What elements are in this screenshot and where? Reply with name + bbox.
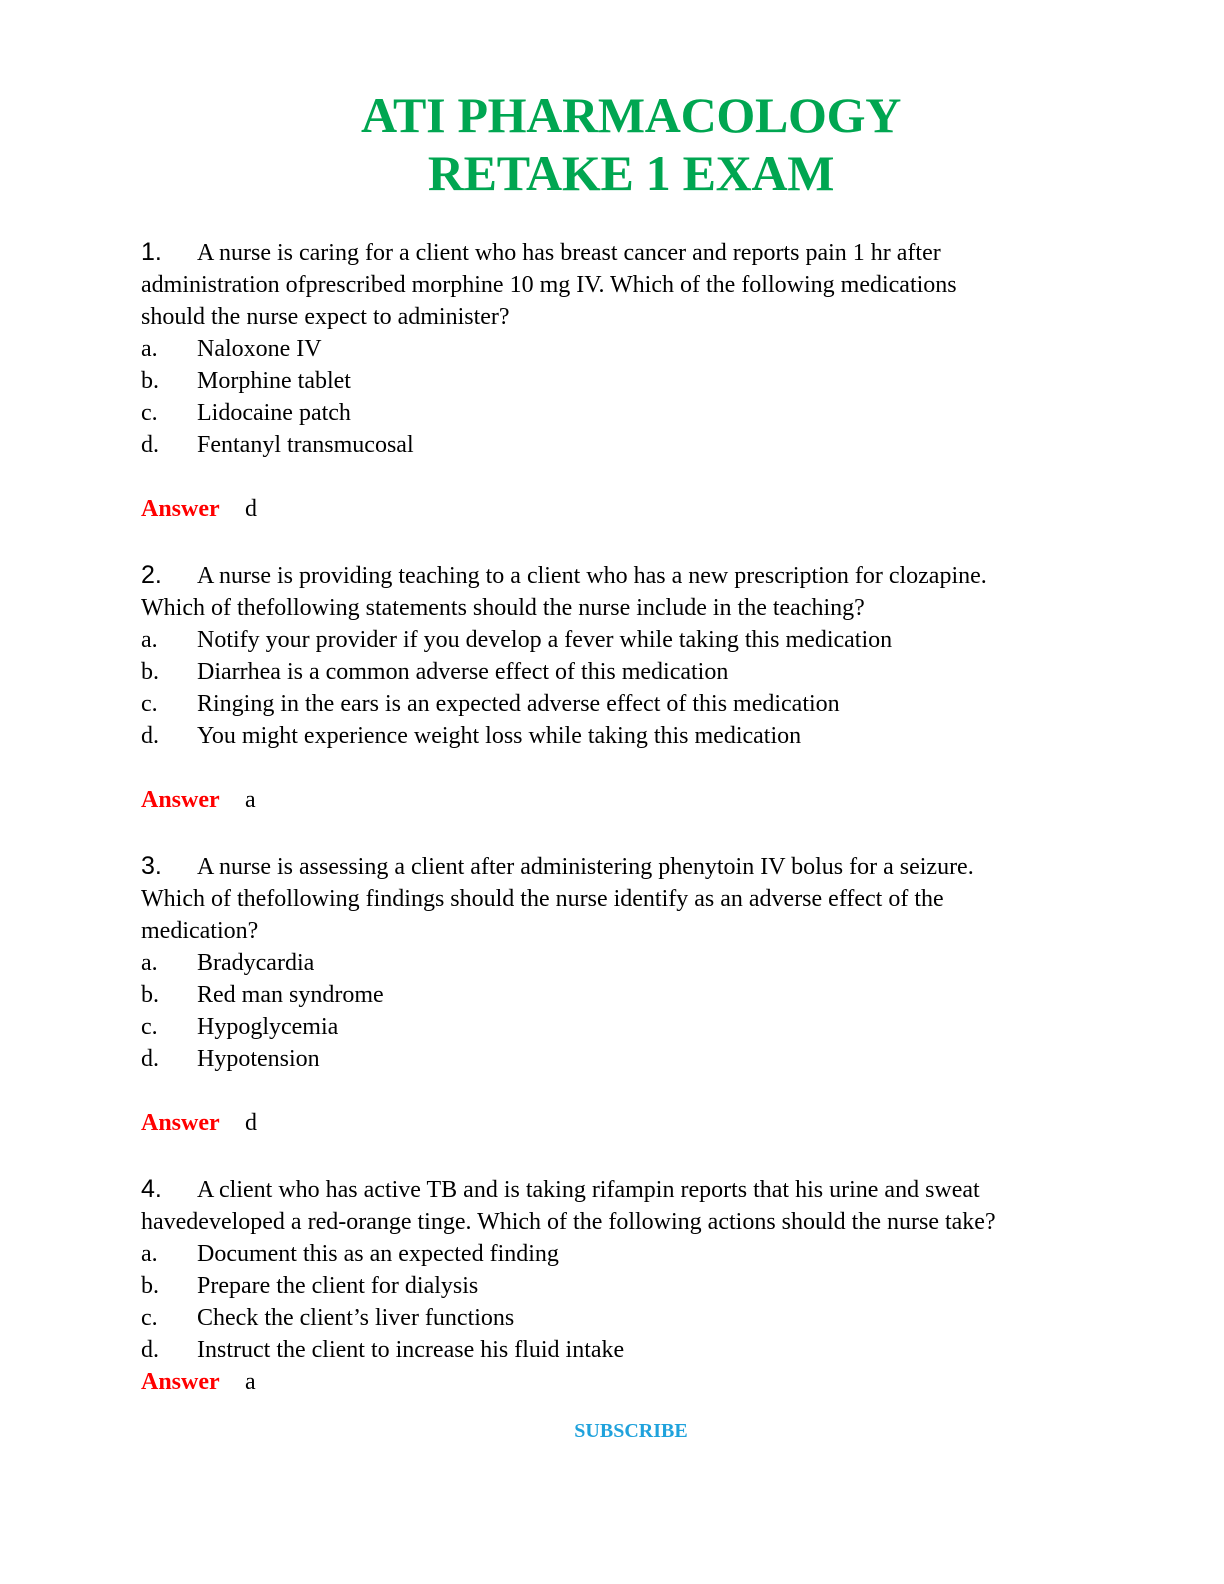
answer-row <box>141 1107 1141 1139</box>
question-text-line: A client who has active TB and is taking rifampin reports that his urine and sweat <box>197 1177 980 1203</box>
option-a <box>141 947 1141 979</box>
option-text: Instruct the client to increase his fluid intake <box>197 1337 625 1363</box>
option-text: Check the client’s liver functions <box>197 1305 515 1331</box>
option-d <box>141 720 1141 752</box>
option-letter: d. <box>141 432 159 458</box>
option-a <box>141 1238 1141 1270</box>
exam-title <box>0 86 1224 202</box>
option-letter: c. <box>141 1305 158 1331</box>
option-text: Lidocaine patch <box>197 400 351 426</box>
answer-label: Answer <box>141 1369 220 1395</box>
question-stem <box>141 1173 1141 1238</box>
question-2 <box>141 559 1141 816</box>
option-b <box>141 365 1141 397</box>
option-text: Red man syndrome <box>197 982 384 1008</box>
question-number: 4. <box>141 1175 162 1203</box>
question-number: 1. <box>141 238 162 266</box>
option-text: Bradycardia <box>197 950 315 976</box>
option-a <box>141 333 1141 365</box>
question-text-line: should the nurse expect to administer? <box>141 304 510 330</box>
option-letter: c. <box>141 1014 158 1040</box>
question-stem <box>141 850 1141 947</box>
answer-value: a <box>245 1369 256 1395</box>
answer-value: d <box>245 1110 257 1136</box>
option-text: Hypotension <box>197 1046 320 1072</box>
option-d <box>141 1334 1141 1366</box>
option-text: Document this as an expected finding <box>197 1241 559 1267</box>
question-3 <box>141 850 1141 1139</box>
subscribe-link[interactable]: SUBSCRIBE <box>574 1420 688 1442</box>
question-1 <box>141 236 1141 525</box>
question-4 <box>141 1173 1141 1398</box>
option-a <box>141 624 1141 656</box>
option-b <box>141 1270 1141 1302</box>
question-number: 3. <box>141 852 162 880</box>
option-letter: a. <box>141 336 158 362</box>
answer-label: Answer <box>141 787 220 813</box>
option-text: Morphine tablet <box>197 368 351 394</box>
option-c <box>141 688 1141 720</box>
answer-label: Answer <box>141 1110 220 1136</box>
exam-title-line-1: ATI PHARMACOLOGY <box>360 87 902 143</box>
answer-label: Answer <box>141 496 220 522</box>
option-c <box>141 1302 1141 1334</box>
exam-title-line-2: RETAKE 1 EXAM <box>427 145 835 201</box>
question-list <box>141 236 1141 1432</box>
option-letter: d. <box>141 1046 159 1072</box>
option-letter: b. <box>141 982 159 1008</box>
option-text: You might experience weight loss while taking this medication <box>197 723 802 749</box>
option-letter: a. <box>141 1241 158 1267</box>
option-letter: a. <box>141 950 158 976</box>
question-text-line: havedeveloped a red-orange tinge. Which of the following actions should the nurse take? <box>141 1209 996 1235</box>
answer-options <box>141 333 1141 461</box>
question-text-line: Which of thefollowing statements should the nurse include in the teaching? <box>141 595 865 621</box>
option-letter: b. <box>141 368 159 394</box>
option-text: Ringing in the ears is an expected adverse effect of this medication <box>197 691 840 717</box>
option-text: Prepare the client for dialysis <box>197 1273 479 1299</box>
option-text: Fentanyl transmucosal <box>197 432 414 458</box>
answer-value: d <box>245 496 257 522</box>
answer-row <box>141 493 1141 525</box>
answer-options <box>141 1238 1141 1366</box>
question-text-line: A nurse is providing teaching to a client who has a new prescription for clozapine. <box>197 563 987 589</box>
question-number: 2. <box>141 561 162 589</box>
question-text-line: Which of thefollowing findings should the nurse identify as an adverse effect of the <box>141 886 944 912</box>
question-text-line: A nurse is assessing a client after administering phenytoin IV bolus for a seizure. <box>197 854 974 880</box>
option-text: Naloxone IV <box>197 336 322 362</box>
question-stem <box>141 236 1141 333</box>
option-letter: a. <box>141 627 158 653</box>
option-letter: b. <box>141 659 159 685</box>
option-text: Notify your provider if you develop a fever while taking this medication <box>197 627 893 653</box>
option-b <box>141 656 1141 688</box>
option-d <box>141 1043 1141 1075</box>
answer-row <box>141 784 1141 816</box>
option-c <box>141 1011 1141 1043</box>
option-letter: c. <box>141 691 158 717</box>
answer-value: a <box>245 787 256 813</box>
option-text: Diarrhea is a common adverse effect of this medication <box>197 659 729 685</box>
answer-options <box>141 947 1141 1075</box>
option-d <box>141 429 1141 461</box>
option-letter: d. <box>141 723 159 749</box>
option-letter: b. <box>141 1273 159 1299</box>
question-text-line: medication? <box>141 918 259 944</box>
answer-row <box>141 1366 1141 1398</box>
option-b <box>141 979 1141 1011</box>
option-text: Hypoglycemia <box>197 1014 339 1040</box>
question-stem <box>141 559 1141 624</box>
option-c <box>141 397 1141 429</box>
answer-options <box>141 624 1141 752</box>
option-letter: d. <box>141 1337 159 1363</box>
question-text-line: A nurse is caring for a client who has breast cancer and reports pain 1 hr after <box>197 240 941 266</box>
option-letter: c. <box>141 400 158 426</box>
question-text-line: administration ofprescribed morphine 10 mg IV. Which of the following medications <box>141 272 957 298</box>
